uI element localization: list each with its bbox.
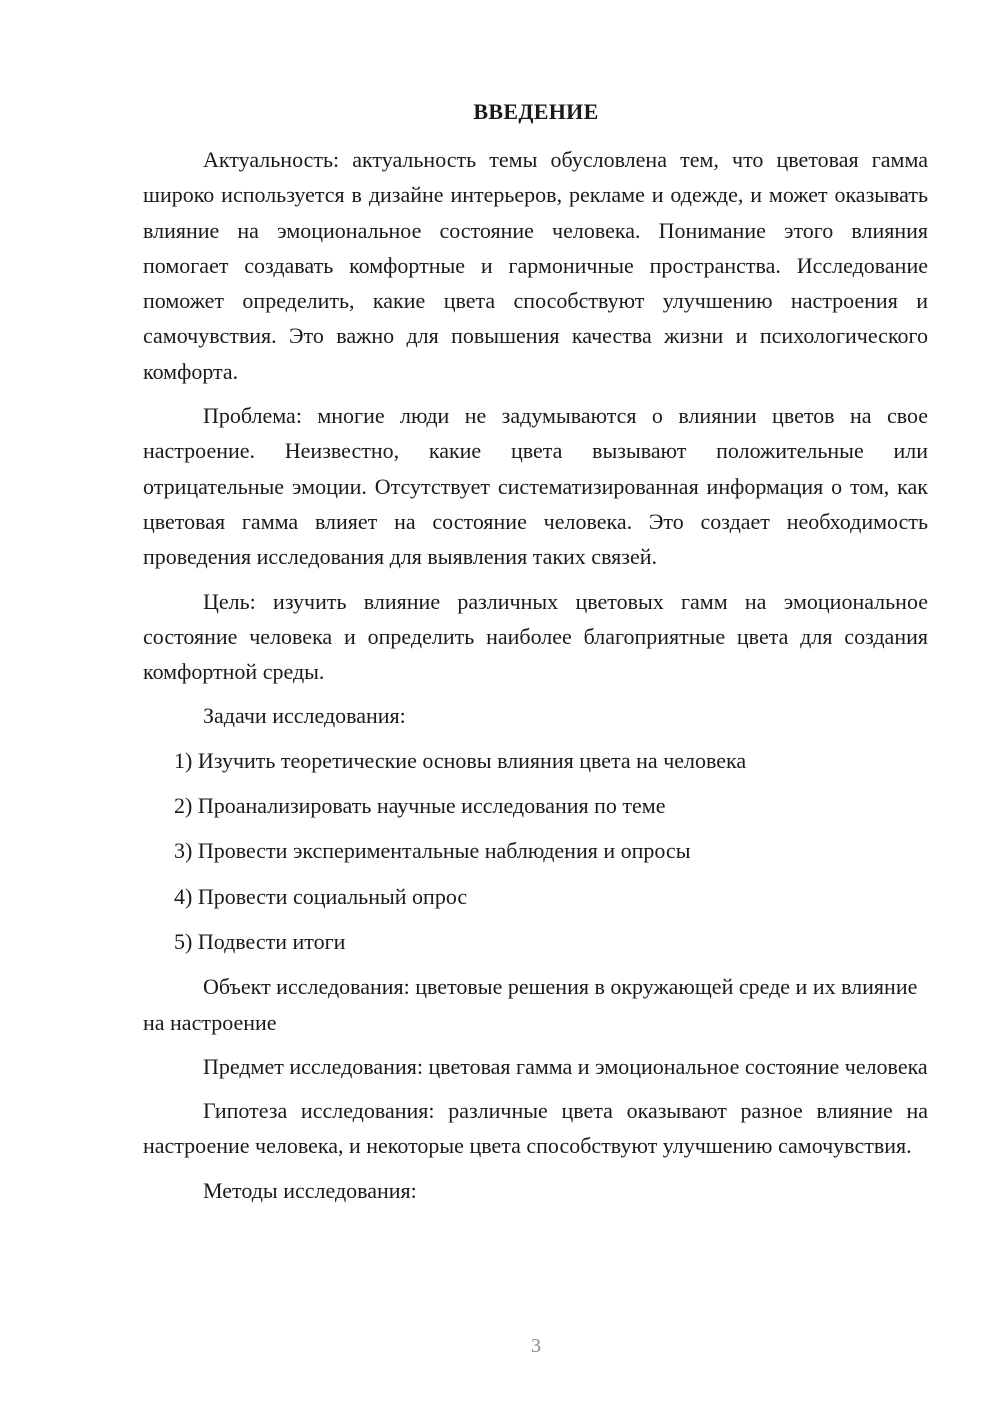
task-item-1: 1) Изучить теоретические основы влияния цвета на человека: [174, 747, 747, 773]
document-body: [143, 142, 928, 1217]
task-item-2: 2) Проанализировать научные исследования по теме: [174, 793, 666, 819]
tasks-list: [143, 743, 928, 959]
hypothesis-paragraph: Гипотеза исследования: различные цвета оказывают разное влияние на настроение человека, и некоторые цвета способствуют улучшению самочувствия.: [143, 1098, 928, 1159]
task-item-3: 3) Провести экспериментальные наблюдения и опросы: [174, 838, 691, 864]
relevance-paragraph: Актуальность: актуальность темы обусловлена тем, что цветовая гамма широко используется в дизайне интерьеров, рекламе и одежде, и может оказывать влияние на эмоциональное состояние человека. Понимание этого влияния помогает создавать комфортные и гармоничные пространства. Исследование поможет определить, какие цвета способствуют улучшению настроения и самочувствия. Это важно для повышения качества жизни и психологического комфорта.: [143, 147, 928, 384]
subject-paragraph: Предмет исследования: цветовая гамма и эмоциональное состояние человека: [203, 1053, 928, 1079]
methods-heading: Методы исследования:: [203, 1177, 417, 1203]
problem-paragraph: Проблема: многие люди не задумываются о влиянии цветов на свое настроение. Неизвестно, какие цвета вызывают положительные или отрицательные эмоции. Отсутствует систематизированная информация о том, как цветовая гамма влияет на состояние человека. Это создает необходимость проведения исследования для выявления таких связей.: [143, 403, 928, 570]
goal-paragraph: Цель: изучить влияние различных цветовых гамм на эмоциональное состояние человека и определить наиболее благоприятные цвета для создания комфортной среды.: [143, 588, 928, 685]
task-item-5: 5) Подвести итоги: [174, 928, 346, 954]
page-title: ВВЕДЕНИЕ: [473, 99, 599, 124]
page-number: 3: [531, 1335, 541, 1357]
tasks-heading: Задачи исследования:: [203, 703, 406, 729]
object-paragraph: Объект исследования: цветовые решения в окружающей среде и их влияние на настроение: [143, 974, 918, 1035]
task-item-4: 4) Провести социальный опрос: [174, 883, 468, 909]
